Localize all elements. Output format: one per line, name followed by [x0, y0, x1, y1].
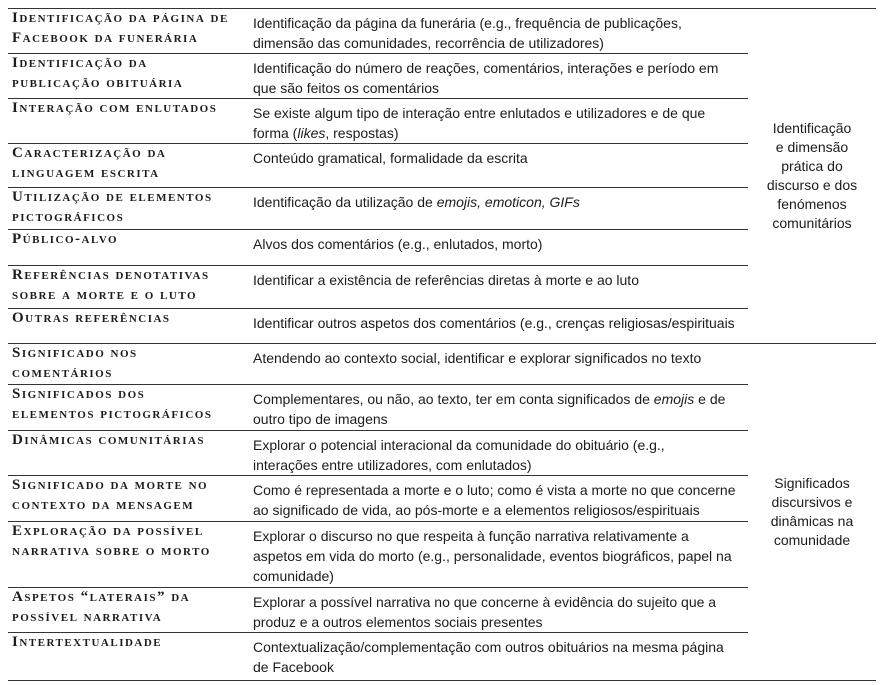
description-line: interações entre utilizadores, com enlutados): [253, 457, 532, 473]
description-line: Como é representada a morte e o luto; como é vista a morte no que concerne: [253, 482, 736, 498]
description-cell: [246, 230, 748, 265]
category-line: possível narrativa: [12, 608, 163, 625]
table-row: [8, 309, 748, 343]
description-line: Identificar outros aspetos dos comentários (e.g., crenças religiosas/espirituais: [253, 315, 735, 331]
group-label-line: prática do: [781, 158, 843, 174]
description-line: Explorar o potencial interacional da comunidade do obituário (e.g.,: [253, 437, 665, 453]
description-text: Identificação da utilização de: [253, 194, 437, 210]
category-line: Significado da morte no: [12, 477, 209, 493]
description-line: ao significado de vida, ao pós-morte e a elementos religiosos/espirituais: [253, 502, 700, 518]
table-row: [8, 344, 748, 385]
table-row: [8, 188, 748, 230]
category-line: publicação obituária: [12, 74, 184, 91]
table-row: [8, 633, 748, 680]
table-group-rows: [8, 344, 748, 680]
category-line: Aspetos “laterais” da: [12, 589, 191, 605]
description-cell: [246, 633, 748, 680]
table-row: [8, 230, 748, 266]
group-label-line: discursivos e: [771, 494, 853, 510]
description-line: Identificação do número de reações, comentários, interações e período em: [253, 60, 719, 76]
description-cell: [246, 344, 748, 384]
description-line: Alvos dos comentários (e.g., enlutados, morto): [253, 236, 543, 252]
description-emphasis: likes: [297, 125, 326, 141]
description-cell: [246, 309, 748, 343]
table-row: [8, 54, 748, 99]
category-cell: [8, 9, 246, 53]
category-cell: [8, 588, 246, 632]
table-row: [8, 266, 748, 309]
category-line: Interação com enlutados: [12, 100, 218, 116]
group-label-line: Identificação: [772, 120, 852, 136]
table-row: [8, 522, 748, 588]
category-line: Facebook da funerária: [12, 29, 199, 46]
description-cell: [246, 144, 748, 187]
category-cell: [8, 633, 246, 680]
description-text: , respostas): [325, 125, 399, 141]
category-cell: [8, 385, 246, 430]
description-text: forma (: [253, 125, 298, 141]
group-label-line: comunidade: [773, 532, 851, 548]
group-label-line: dinâmicas na: [770, 513, 854, 529]
description-line: [253, 192, 748, 212]
description-line: Atendendo ao contexto social, identificar e explorar significados no texto: [253, 350, 702, 366]
description-cell: [246, 188, 748, 229]
analysis-categories-table: [8, 8, 876, 681]
category-line: pictográficos: [12, 208, 125, 225]
table-row: [8, 431, 748, 476]
description-line: de Facebook: [253, 659, 334, 675]
category-line: narrativa sobre o morto: [12, 542, 211, 559]
table-row: [8, 588, 748, 633]
category-line: Exploração da possível: [12, 523, 204, 539]
description-emphasis: emojis, emoticon, GIFs: [436, 194, 580, 210]
table-group: [8, 344, 876, 681]
description-line: Explorar a possível narrativa no que concerne à evidência do sujeito que a: [253, 594, 717, 610]
category-cell: [8, 309, 246, 343]
category-line: comentários: [12, 364, 113, 381]
description-line: [253, 389, 748, 409]
table-row: [8, 9, 748, 54]
category-line: Identificação da página de: [12, 10, 229, 26]
table-group-rows: [8, 9, 748, 343]
description-cell: [246, 431, 748, 475]
description-cell: [246, 522, 748, 587]
description-line: aspetos em vida do morto (e.g., personalidade, eventos biográficos, papel na: [253, 548, 732, 564]
category-line: contexto da mensagem: [12, 496, 195, 513]
group-label-line: fenómenos: [777, 196, 847, 212]
table-row: [8, 99, 748, 144]
description-line: Contextualização/complementação com outros obituários na mesma página: [253, 639, 724, 655]
table-group: [8, 9, 876, 344]
category-line: Dinâmicas comunitárias: [12, 432, 206, 448]
description-line: outro tipo de imagens: [253, 411, 388, 427]
description-line: dimensão das comunidades, recorrência de utilizadores): [253, 35, 604, 51]
category-line: Significados dos: [12, 386, 146, 402]
category-cell: [8, 99, 246, 143]
category-cell: [8, 144, 246, 187]
description-text: e de: [694, 391, 726, 407]
description-cell: [246, 476, 748, 521]
category-line: Referências denotativas: [12, 267, 210, 283]
category-line: elementos pictográficos: [12, 405, 213, 422]
description-line: que são feitos os comentários: [253, 80, 439, 96]
category-cell: [8, 230, 246, 265]
description-line: Se existe algum tipo de interação entre enlutados e utilizadores e de que: [253, 105, 706, 121]
group-label-line: Significados: [774, 475, 850, 491]
description-cell: [246, 266, 748, 308]
group-label-cell: [748, 344, 876, 680]
category-line: Público-alvo: [12, 231, 119, 247]
category-cell: [8, 266, 246, 308]
category-cell: [8, 54, 246, 98]
category-cell: [8, 431, 246, 475]
category-line: Outras referências: [12, 310, 171, 326]
group-label-line: discurso e dos: [766, 177, 858, 193]
group-label-line: comunitários: [772, 215, 852, 231]
description-line: Conteúdo gramatical, formalidade da escrita: [253, 150, 528, 166]
table-row: [8, 144, 748, 188]
description-emphasis: emojis: [653, 391, 695, 407]
description-line: Identificar a existência de referências diretas à morte e ao luto: [253, 272, 639, 288]
description-text: Complementares, ou não, ao texto, ter em conta significados de: [253, 391, 654, 407]
category-line: Utilização de elementos: [12, 189, 213, 205]
category-cell: [8, 188, 246, 229]
description-line: comunidade): [253, 568, 334, 584]
category-line: linguagem escrita: [12, 164, 160, 181]
table-row: [8, 476, 748, 522]
category-cell: [8, 344, 246, 384]
description-line: Identificação da página da funerária (e.g., frequência de publicações,: [253, 15, 682, 31]
description-cell: [246, 54, 748, 98]
category-line: Caracterização da: [12, 145, 167, 161]
description-cell: [246, 99, 748, 143]
group-label-cell: [748, 9, 876, 343]
description-cell: [246, 588, 748, 632]
category-line: Identificação da: [12, 55, 148, 71]
category-line: sobre a morte e o luto: [12, 286, 198, 303]
description-cell: [246, 385, 748, 430]
description-line: produz e a outros elementos sociais presentes: [253, 614, 543, 630]
description-line: Explorar o discurso no que respeita à função narrativa relativamente a: [253, 528, 689, 544]
category-cell: [8, 476, 246, 521]
category-cell: [8, 522, 246, 587]
table-row: [8, 385, 748, 431]
category-line: Significado nos: [12, 345, 138, 361]
description-cell: [246, 9, 748, 53]
group-label-line: e dimensão: [775, 139, 849, 155]
description-line: [253, 123, 748, 143]
category-line: Intertextualidade: [12, 634, 163, 650]
